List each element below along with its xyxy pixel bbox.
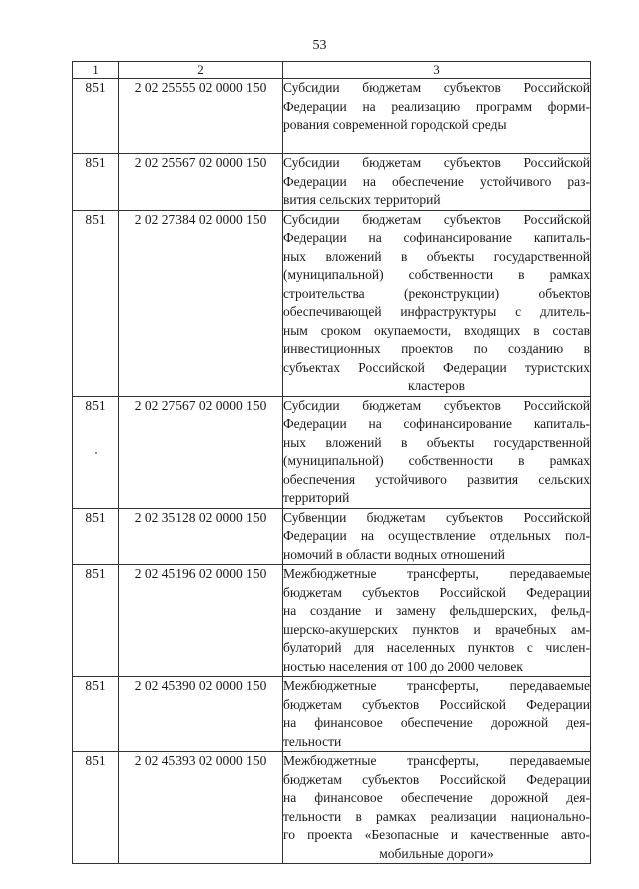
budget-code-text: 2 02 27567 02 0000 150 (134, 397, 267, 413)
description-line: тельности в рамках реализации национально- (283, 808, 590, 824)
description-line: ностью населения от 100 до 2000 человек (283, 658, 523, 674)
admin-code-cell: 851 (73, 752, 119, 864)
description-line: ных вложений в объекты государственной (283, 248, 590, 264)
description-line: мобильные дороги» (379, 845, 494, 861)
budget-code-text: 2 02 45393 02 0000 150 (134, 753, 267, 768)
budget-code-text: 2 02 27384 02 0000 150 (134, 211, 267, 227)
header-cell-col2: 2 (119, 62, 283, 79)
budget-code-cell (119, 210, 283, 396)
admin-code-cell: 851 (73, 79, 119, 154)
description-line: обеспечения устойчивого развития сельских (283, 471, 590, 487)
description-line: на финансовое обеспечение дорожной дея- (283, 715, 590, 730)
description-line: на создание и замену фельдшерских, фельд- (283, 603, 590, 618)
budget-code-text: 2 02 45390 02 0000 150 (134, 678, 267, 693)
description-line: субъектах Российской Федерации туристских (283, 359, 590, 375)
description-line: Федерации на софинансирование капиталь- (283, 230, 590, 245)
description-line: го проекта «Безопасные и качественные авто- (283, 827, 590, 842)
description-cell (283, 752, 591, 864)
description-line: Субсидии бюджетам субъектов Российской (283, 80, 590, 95)
description-cell (283, 154, 591, 211)
header-cell-col3: 3 (283, 62, 591, 79)
header-cell-col1: 1 (73, 62, 119, 79)
admin-code-cell: 851 (73, 210, 119, 396)
budget-code-cell (119, 677, 283, 752)
description-line: шерско-акушерских пунктов и врачебных ам- (283, 621, 590, 637)
description-cell (283, 508, 591, 565)
description-line: номочий в области водных отношений (283, 546, 505, 562)
table-row (73, 508, 591, 565)
description-line: кластеров (407, 378, 466, 393)
budget-code-text: 2 02 25567 02 0000 150 (134, 155, 267, 170)
admin-code-cell: 851 (73, 677, 119, 752)
description-line: Межбюджетные трансферты, передаваемые (283, 678, 590, 693)
budget-code-cell (119, 79, 283, 154)
description-line: бюджетам субъектов Российской Федерации (283, 584, 590, 600)
description-line: ных вложений в объекты государственной (283, 434, 590, 450)
description-line: строительства (реконструкции) объектов (283, 285, 590, 301)
table-row (73, 565, 591, 677)
description-line: Федерации на обеспечение устойчивого раз- (283, 173, 590, 189)
table-row (73, 752, 591, 864)
description-line: бюджетам субъектов Российской Федерации (283, 696, 590, 712)
description-line: Федерации на софинансирование капиталь- (283, 416, 590, 431)
table-row (73, 210, 591, 396)
table-row (73, 677, 591, 752)
admin-code-cell: 851 (73, 154, 119, 211)
table-row (73, 79, 591, 154)
description-line: Субсидии бюджетам субъектов Российской (283, 211, 590, 227)
budget-code-text: 2 02 45196 02 0000 150 (134, 566, 267, 581)
budget-code-cell (119, 396, 283, 508)
admin-code-cell: 851 (73, 565, 119, 677)
budget-code-cell (119, 565, 283, 677)
description-line: Субсидии бюджетам субъектов Российской (283, 397, 590, 413)
description-line: тельности (283, 733, 342, 749)
description-line: Федерации на реализацию программ форми- (283, 98, 590, 114)
description-line: территорий (283, 490, 350, 505)
description-line: Межбюджетные трансферты, передаваемые (283, 566, 590, 581)
description-cell (283, 210, 591, 396)
admin-code-cell: 851 (73, 508, 119, 565)
description-line: рования современной городской среды (283, 117, 507, 132)
description-line: Субвенции бюджетам субъектов Российской (283, 509, 590, 525)
table-row (73, 154, 591, 211)
budget-code-cell (119, 752, 283, 864)
description-line: бюджетам субъектов Российской Федерации (283, 771, 590, 787)
page-number: 53 (312, 38, 327, 53)
description-line: Субсидии бюджетам субъектов Российской (283, 155, 590, 170)
description-cell (283, 677, 591, 752)
description-line: (муниципальной) собственности в рамках (283, 267, 590, 282)
description-line: ным сроком окупаемости, входящих в состав (283, 322, 590, 338)
budget-code-cell (119, 508, 283, 565)
description-line: булаторий для населенных пунктов с числен- (283, 640, 590, 655)
description-line: Федерации на осуществление отдельных пол- (283, 528, 590, 543)
description-cell (283, 396, 591, 508)
description-line: Межбюджетные трансферты, передаваемые (283, 753, 590, 768)
description-cell (283, 79, 591, 154)
description-line: на финансовое обеспечение дорожной дея- (283, 790, 590, 805)
description-line: инвестиционных проектов по созданию в (283, 341, 590, 356)
budget-code-cell (119, 154, 283, 211)
table-row (73, 396, 591, 508)
budget-code-text: 2 02 25555 02 0000 150 (134, 80, 267, 95)
revenue-codes-table (72, 61, 591, 864)
description-line: обеспечивающей инфраструктуры с длитель- (283, 304, 590, 319)
admin-code-cell: 851 (73, 396, 119, 508)
description-line: вития сельских территорий (283, 192, 441, 207)
description-line: (муниципальной) собственности в рамках (283, 453, 590, 468)
budget-code-text: 2 02 35128 02 0000 150 (134, 509, 267, 525)
scan-speck (95, 452, 97, 454)
description-cell (283, 565, 591, 677)
table-header-row (73, 62, 591, 79)
